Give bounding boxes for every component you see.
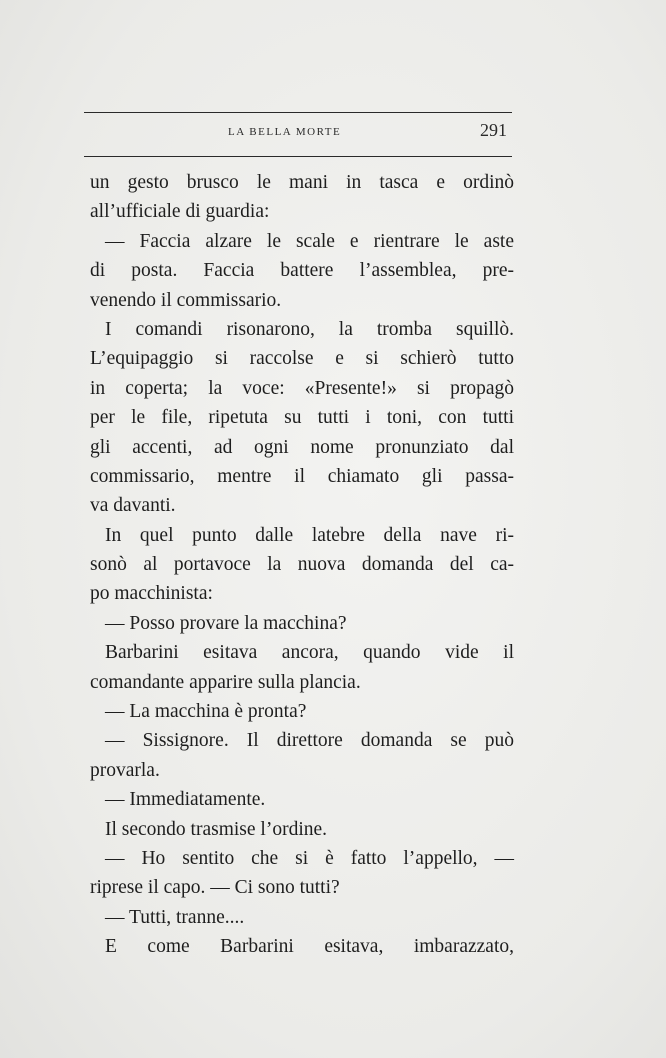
text-line: — Ho sentito che si è fatto l’appello, —	[105, 847, 514, 869]
text-line: — Sissignore. Il direttore domanda se può	[105, 730, 514, 752]
text-line: — Tutti, tranne....	[105, 906, 245, 928]
body-text	[90, 168, 514, 962]
text-line: va davanti.	[90, 495, 176, 517]
text-line: po macchinista:	[90, 583, 213, 605]
text-line: all’ufficiale di guardia:	[90, 201, 270, 223]
text-line: venendo il commissario.	[90, 289, 282, 311]
header-rule-bottom	[84, 156, 512, 157]
text-line: I comandi risonarono, la tromba squillò.	[105, 318, 514, 340]
text-line: di posta. Faccia battere l’assemblea, pre-	[90, 260, 514, 282]
text-line: riprese il capo. — Ci sono tutti?	[90, 877, 340, 899]
text-line: in coperta; la voce: «Presente!» si propagò	[90, 377, 514, 399]
text-line: per le file, ripetuta su tutti i toni, con tutti	[90, 407, 514, 429]
text-line: — Posso provare la macchina?	[105, 612, 347, 634]
running-head: LA BELLA MORTE	[228, 126, 342, 138]
text-line: un gesto brusco le mani in tasca e ordinò	[90, 172, 514, 193]
text-line: commissario, mentre il chiamato gli passa-	[90, 465, 514, 487]
text-line: — Immediatamente.	[105, 789, 266, 811]
text-line: In quel punto dalle latebre della nave ri-	[105, 524, 514, 546]
text-line: provarla.	[90, 759, 160, 781]
text-line: Il secondo trasmise l’ordine.	[105, 818, 328, 840]
text-line: E come Barbarini esitava, imbarazzato,	[105, 936, 514, 958]
text-line: sonò al portavoce la nuova domanda del ca-	[90, 554, 514, 576]
text-line: gli accenti, ad ogni nome pronunziato dal	[90, 436, 514, 458]
header-rule-top	[84, 112, 512, 113]
text-line: — La macchina è pronta?	[105, 701, 307, 723]
text-line: Barbarini esitava ancora, quando vide il	[105, 642, 514, 664]
text-line: L’equipaggio si raccolse e si schierò tutto	[90, 348, 514, 370]
page-number: 291	[480, 120, 507, 140]
text-line: comandante apparire sulla plancia.	[90, 671, 361, 693]
text-line: — Faccia alzare le scale e rientrare le aste	[105, 230, 514, 252]
